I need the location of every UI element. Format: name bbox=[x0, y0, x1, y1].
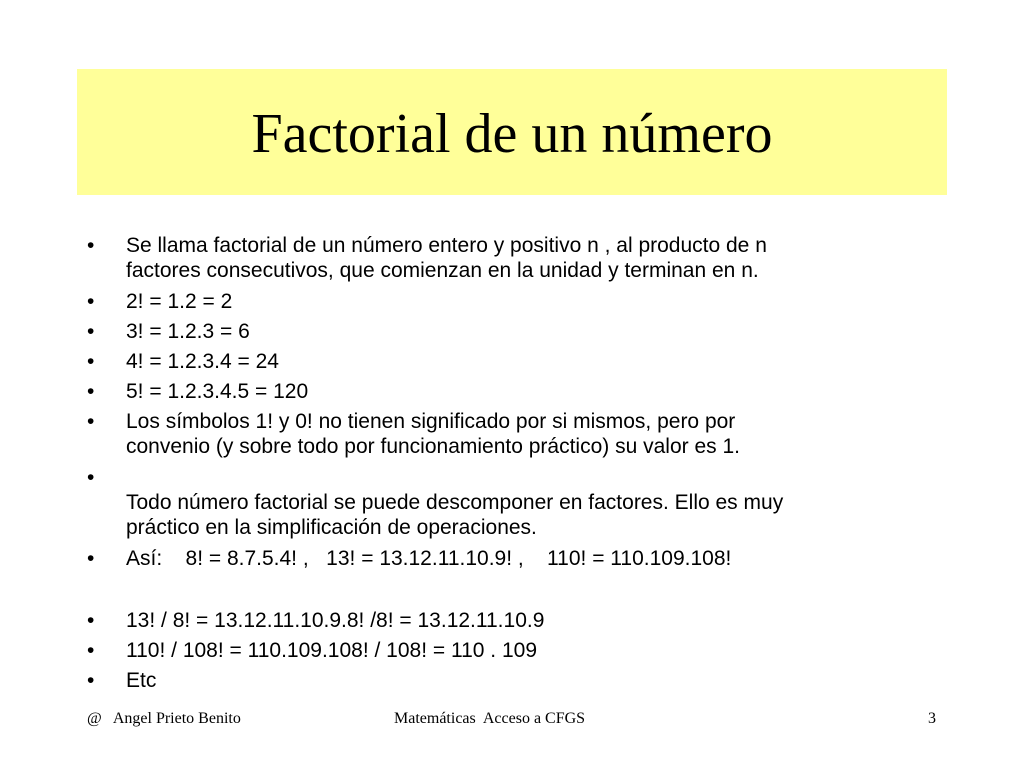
bullet-line: Se llama factorial de un número entero y positivo n , al producto de n bbox=[126, 234, 767, 257]
page-number: 3 bbox=[928, 710, 936, 727]
bullet-line: 110! / 108! = 110.109.108! / 108! = 110 . 109 bbox=[126, 639, 538, 662]
bullet-line: 5! = 1.2.3.4.5 = 120 bbox=[126, 380, 309, 403]
bullet-icon: • bbox=[87, 290, 95, 313]
bullet-line: Los símbolos 1! y 0! no tienen significado por si mismos, pero por bbox=[126, 410, 736, 433]
bullet-icon: • bbox=[87, 320, 95, 343]
slide-title: Factorial de un número bbox=[251, 103, 773, 165]
bullet-icon: • bbox=[87, 410, 95, 433]
bullet-icon: • bbox=[87, 234, 95, 257]
bullet-line: Así: 8! = 8.7.5.4! , 13! = 13.12.11.10.9! , 110! = 110.109.108! bbox=[126, 547, 732, 570]
bullet-icon: • bbox=[87, 609, 95, 632]
bullet-line: 4! = 1.2.3.4 = 24 bbox=[126, 350, 279, 373]
bullet-icon: • bbox=[87, 350, 95, 373]
bullet-line: convenio (y sobre todo por funcionamiento práctico) su valor es 1. bbox=[126, 435, 740, 458]
bullet-icon: • bbox=[87, 639, 95, 662]
footer-author: @ Angel Prieto Benito bbox=[87, 710, 241, 727]
bullet-line: 13! / 8! = 13.12.11.10.9.8! /8! = 13.12.11.10.9 bbox=[126, 609, 545, 632]
bullet-line: Todo número factorial se puede descomponer en factores. Ello es muy bbox=[126, 491, 784, 514]
bullet-icon: • bbox=[87, 669, 95, 692]
bullet-line: 3! = 1.2.3 = 6 bbox=[126, 320, 250, 343]
footer-course: Matemáticas Acceso a CFGS bbox=[394, 710, 586, 727]
bullet-line: práctico en la simplificación de operaciones. bbox=[126, 516, 537, 539]
bullet-icon: • bbox=[87, 466, 95, 489]
bullet-line: Etc bbox=[126, 669, 157, 692]
bullet-line: factores consecutivos, que comienzan en la unidad y terminan en n. bbox=[126, 259, 759, 282]
bullet-icon: • bbox=[87, 380, 95, 403]
bullet-icon: • bbox=[87, 547, 95, 570]
bullet-line: 2! = 1.2 = 2 bbox=[126, 290, 233, 313]
